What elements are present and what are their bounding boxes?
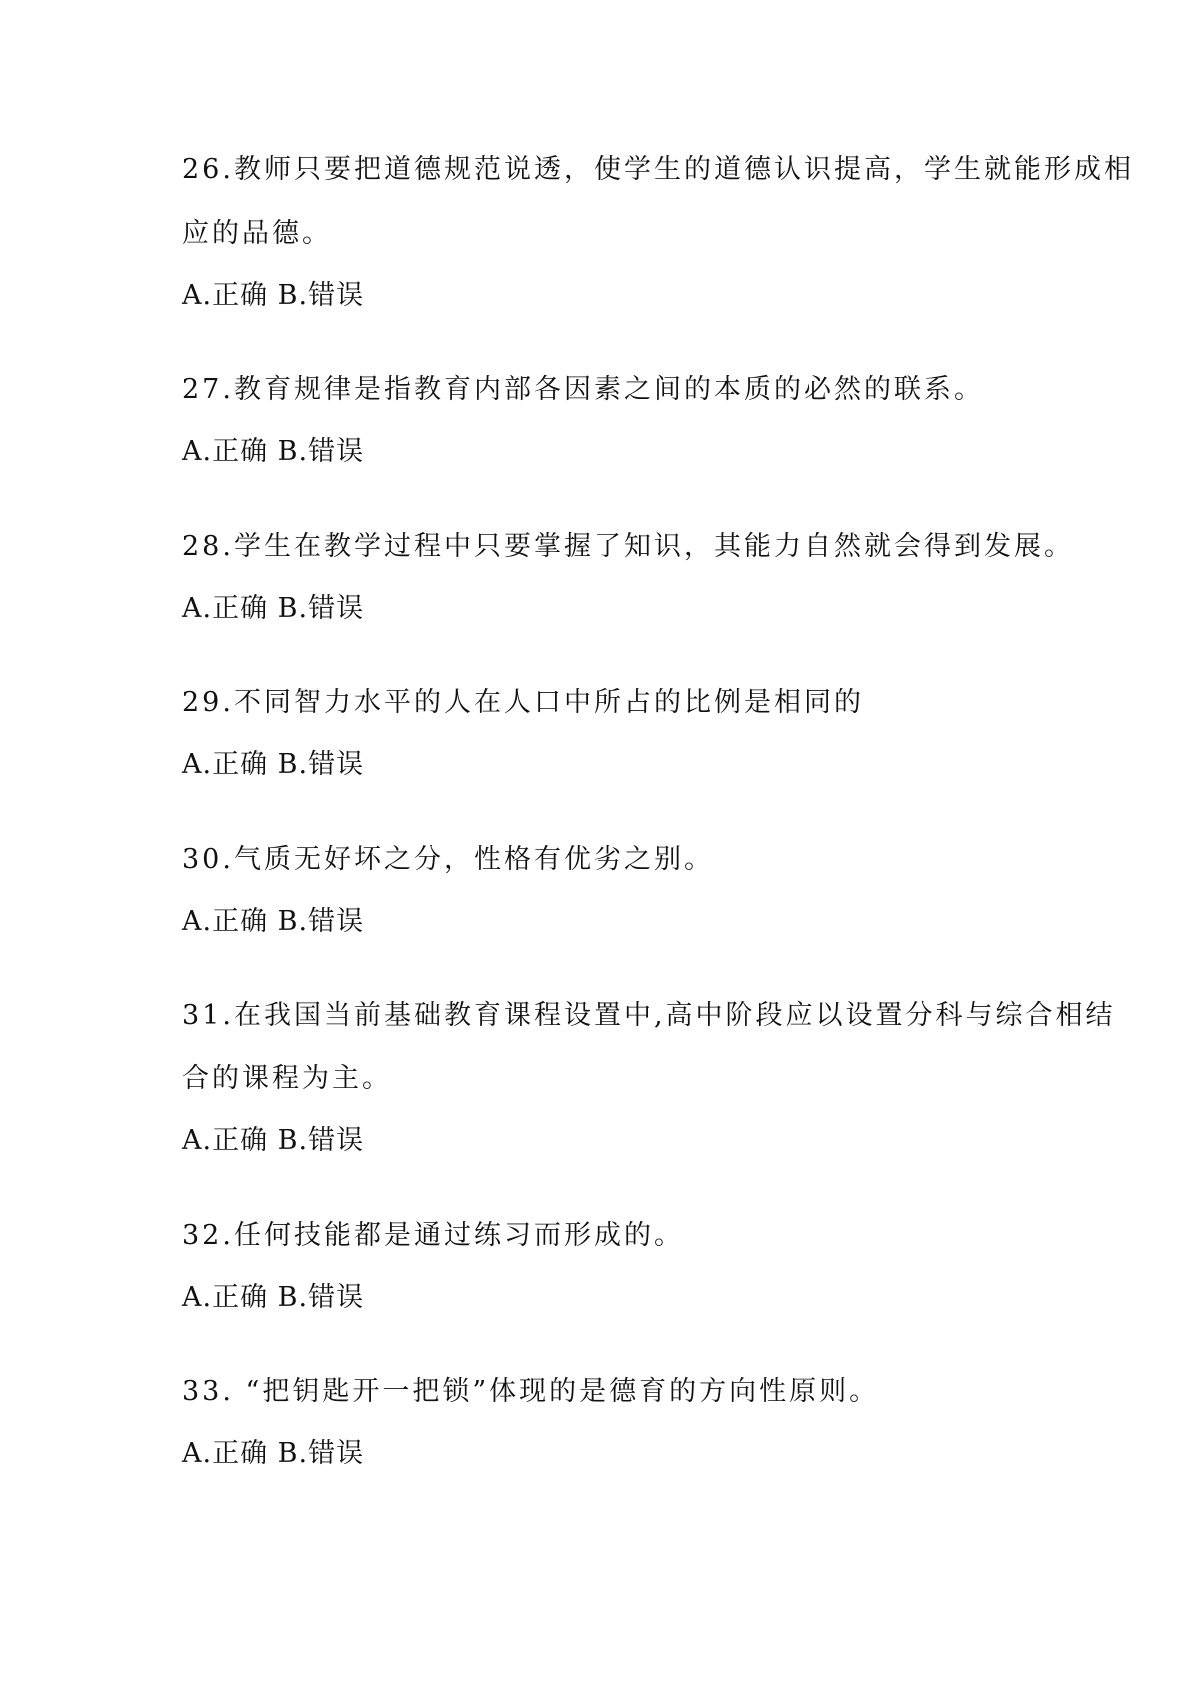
question-29-text: 29.不同智力水平的人在人口中所占的比例是相同的 xyxy=(182,687,864,718)
question-33-options: A.正确 B.错误 xyxy=(182,1438,365,1469)
question-29-options: A.正确 B.错误 xyxy=(182,749,365,780)
question-27-options: A.正确 B.错误 xyxy=(182,436,365,467)
question-30-options: A.正确 B.错误 xyxy=(182,906,365,937)
question-32-options: A.正确 B.错误 xyxy=(182,1282,365,1313)
question-28-text: 28.学生在教学过程中只要掌握了知识，其能力自然就会得到发展。 xyxy=(182,531,1074,562)
question-26-text-line-2: 应的品德。 xyxy=(182,218,332,249)
question-33-text: 33. “把钥匙开一把锁”体现的是德育的方向性原则。 xyxy=(182,1376,880,1407)
question-27-text: 27.教育规律是指教育内部各因素之间的本质的必然的联系。 xyxy=(182,374,984,405)
question-26-text-line-1: 26.教师只要把道德规范说透，使学生的道德认识提高，学生就能形成相 xyxy=(182,154,1134,185)
question-26-options: A.正确 B.错误 xyxy=(182,280,365,311)
question-31-text-line-1: 31.在我国当前基础教育课程设置中,高中阶段应以设置分科与综合相结 xyxy=(182,1000,1116,1031)
question-30-text: 30.气质无好坏之分，性格有优劣之别。 xyxy=(182,844,714,875)
question-28-options: A.正确 B.错误 xyxy=(182,593,365,624)
question-32-text: 32.任何技能都是通过练习而形成的。 xyxy=(182,1220,684,1251)
question-31-options: A.正确 B.错误 xyxy=(182,1125,365,1156)
question-31-text-line-2: 合的课程为主。 xyxy=(182,1063,392,1094)
